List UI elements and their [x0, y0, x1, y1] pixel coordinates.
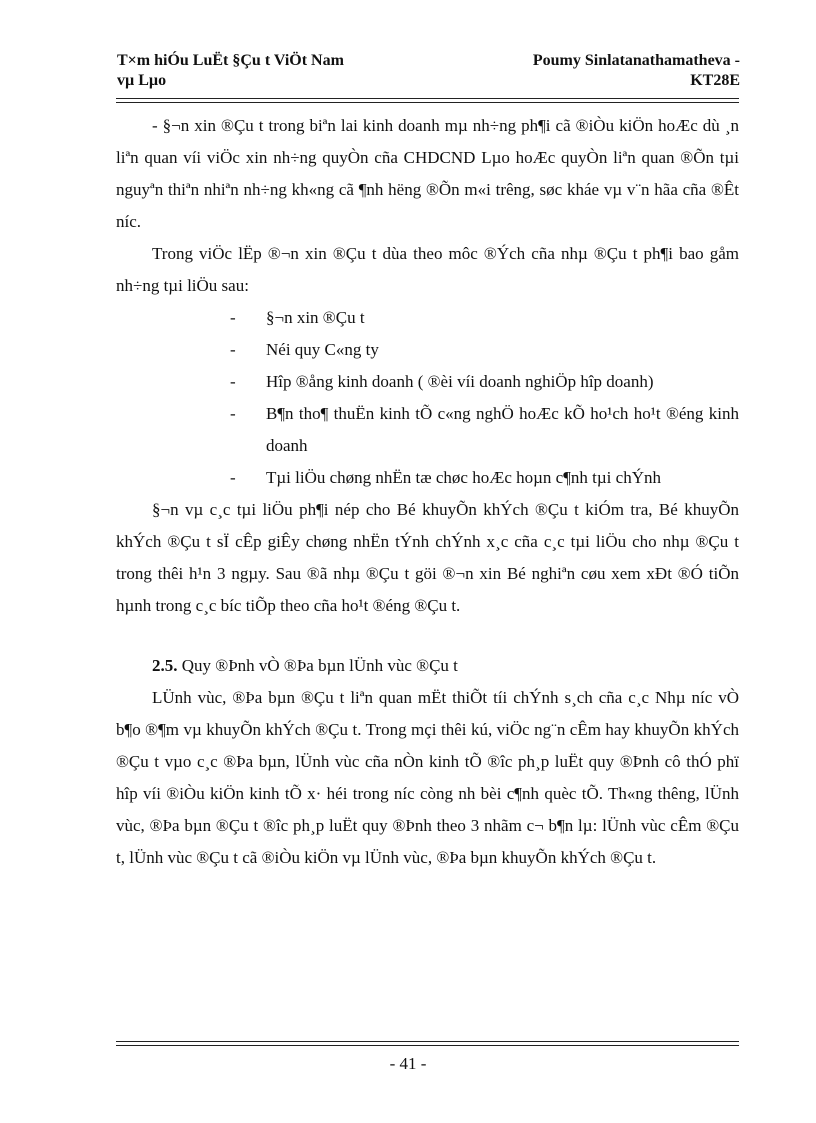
document-body [116, 110, 739, 874]
header-rule [116, 98, 739, 99]
header-left-line2: vµ Lµo [117, 72, 167, 89]
header-left [117, 51, 437, 91]
section-title: Quy ®Þnh vÒ ®Þa bµn lÜnh vùc ®Çu t [181, 656, 458, 675]
header-right-line2: KT28E [690, 72, 740, 89]
list-item: - Tµi liÖu chøng nhËn tæ chøc hoÆc hoµn c¶nh tµi chÝnh [230, 468, 661, 487]
header-left-line1: T×m hiÓu LuËt §Çu t ViÖt Nam [117, 52, 344, 69]
document-list [116, 302, 739, 494]
page-number: - 41 - [389, 1054, 427, 1073]
paragraph-3: §¬n vµ c¸c tµi liÖu ph¶i nép cho Bé khuyÕn khÝch ®Çu t kiÓm tra, Bé khuyÕn khÝch ®Çu t sÏ cÊp giÊy chøng nhËn tÝnh chÝnh x¸c cña c¸c tµi liÖu cho nhµ ®Çu t trong thêi h¹n 3 ngµy. Sau ®ã nhµ ®Çu t göi ®¬n xin Bé nghiªn cøu xem xÐt ®Ó tiÕn hµnh trong c¸c bíc tiÕp theo cña ho¹t ®éng ®Çu t. [116, 500, 739, 615]
paragraph-2: Trong viÖc lËp ®¬n xin ®Çu t dùa theo môc ®Ých cña nhµ ®Çu t ph¶i bao gåm nh÷ng tµi liÖu sau: [116, 244, 739, 295]
paragraph-1: - §¬n xin ®Çu t trong biªn lai kinh doanh mµ nh÷ng ph¶i cã ®iÒu kiÖn hoÆc dù ¸n liªn quan víi viÖc xin nh÷ng quyÒn cña CHDCND Lµo hoÆc quyÒn liªn quan ®Õn tµi nguyªn thiªn nhiªn nh÷ng kh«ng cã ¶nh hëng ®Õn m«i trêng, søc kháe vµ v¨n hãa cña ®Êt níc. [116, 116, 739, 231]
list-item: - §¬n xin ®Çu t [230, 308, 365, 327]
header-right-line1: Poumy Sinlatanathamatheva - [532, 52, 740, 69]
section-paragraph: LÜnh vùc, ®Þa bµn ®Çu t liªn quan mËt thiÕt tíi chÝnh s¸ch cña c¸c Nhµ níc vÒ b¶o ®¶m vµ khuyÕn khÝch ®Çu t. Trong mçi thêi kú, viÖc ng¨n cÊm hay khuyÕn khÝch ®Çu t vµo c¸c ®Þa bµn, lÜnh vùc cña nÒn kinh tÕ ®îc ph¸p luËt quy ®Þnh cô thÓ phï hîp víi ®iÒu kiÖn kinh tÕ x· héi trong níc còng nh bèi c¶nh quèc tÕ. Th«ng thêng, lÜnh vùc, ®Þa bµn ®Çu t ®îc ph¸p luËt quy ®Þnh theo 3 nhãm c¬ b¶n lµ: lÜnh vùc cÊm ®Çu t, lÜnh vùc ®Çu t cã ®iÒu kiÖn vµ lÜnh vùc, ®Þa bµn khuyÕn khÝch ®Çu t. [116, 688, 739, 867]
list-item: - Hîp ®ång kinh doanh ( ®èi víi doanh nghiÖp hîp doanh) [230, 372, 654, 391]
section-heading [116, 650, 739, 682]
list-item: - B¶n tho¶ thuËn kinh tÕ c«ng nghÖ hoÆc kÕ ho¹ch ho¹t ®éng kinh doanh [230, 404, 739, 455]
section-number: 2.5. [152, 656, 178, 675]
header-right [440, 51, 740, 91]
list-item: - Néi quy C«ng ty [230, 340, 379, 359]
footer-rule-double [116, 1045, 739, 1046]
header-rule-double [116, 102, 739, 103]
footer-rule [116, 1041, 739, 1042]
